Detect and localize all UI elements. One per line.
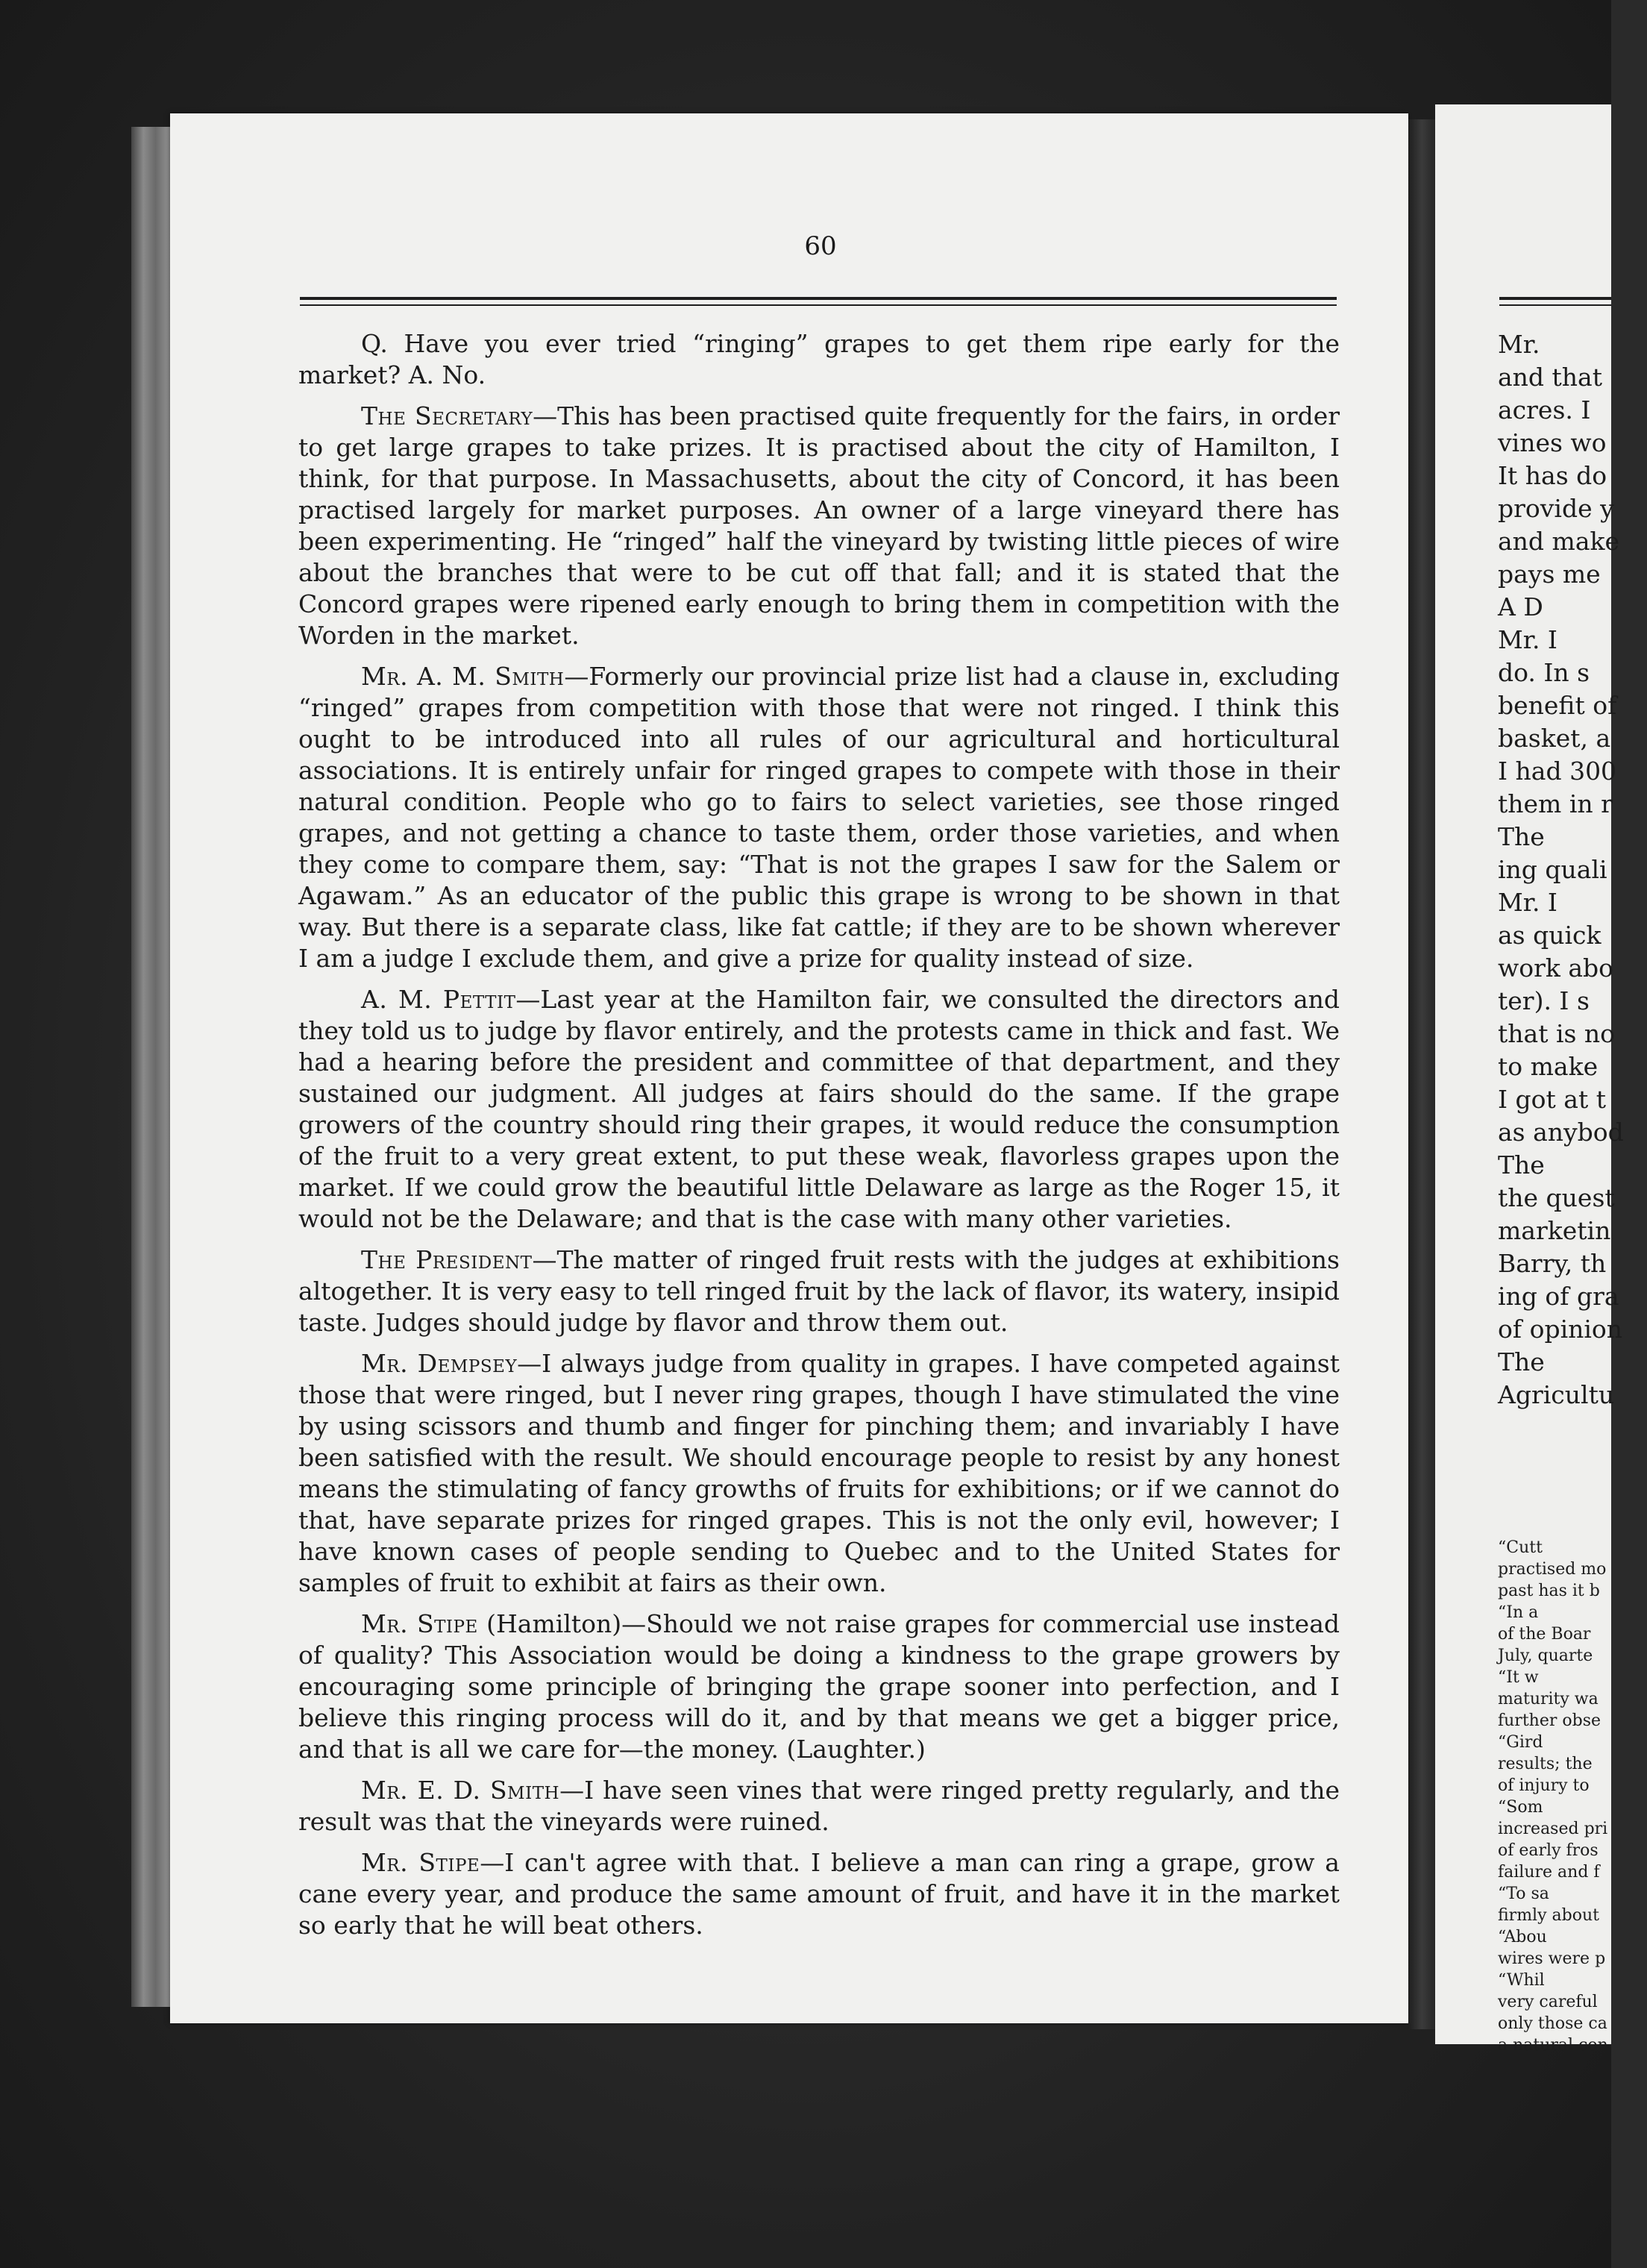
right-page-footnote-line: results; the: [1498, 1755, 1593, 1773]
right-page-line: Mr. I: [1498, 625, 1557, 654]
right-page-footnote-line: maturity wa: [1498, 1690, 1599, 1708]
right-page-line: provide y: [1498, 494, 1614, 523]
right-page-footnote-line: only those ca: [1498, 2014, 1607, 2033]
paragraph-text: —Last year at the Hamilton fair, we consulted the directors and they told us to judge by flavor entirely, and the protests came in thick and fast. We had a hearing before the president and committee of that department, and they sustained our judgment. All judges at fairs should do the same. If the grape growers of the country should ring their grapes, it would reduce the consumption of the fruit to a very great extent, to put these weak, flavorless grapes upon the market. If we could grow the beautiful little Delaware as large as the Roger 15, it would not be the Delaware; and that is the case with many other varieties.: [298, 985, 1340, 1233]
right-page: [1435, 104, 1624, 2055]
right-page-footnote-line: “To sa: [1498, 1885, 1549, 1903]
right-page-footnote-line: past has it b: [1498, 1582, 1600, 1600]
right-page-line: It has do: [1498, 461, 1607, 490]
right-header-rule-thick: [1499, 297, 1611, 300]
right-page-footnote-line: “It w: [1498, 1668, 1539, 1687]
right-page-footnote-line: of the Boar: [1498, 1625, 1591, 1644]
right-page-line: as quick: [1498, 921, 1601, 950]
right-page-footnote-line: “Cutt: [1498, 1538, 1543, 1557]
right-page-line: and that: [1498, 363, 1602, 392]
paragraph: [298, 1348, 1340, 1599]
right-page-line: The: [1498, 822, 1545, 851]
paragraph-text: —Formerly our provincial prize list had a clause in, excluding “ringed” grapes from competition with those that were not ringed. I think this ought to be introduced into all rules of our agricultural and horticultural associations. It is entirely unfair for ringed grapes to compete with those in their natural condition. People who go to fairs to select varieties, see those ringed grapes, and not getting a chance to taste them, order those varieties, and when they come to compare them, say: “That is not the grapes I saw for the Salem or Agawam.” As an educator of the public this grape is wrong to be shown in that way. But there is a separate class, like fat cattle; if they are to be shown wherever I am a judge I exclude them, and give a prize for quality instead of size.: [298, 662, 1340, 973]
right-page-line: I had 300: [1498, 756, 1617, 786]
right-page-line: Mr.: [1498, 330, 1540, 359]
right-page-footnote-line: firmly about: [1498, 1906, 1599, 1925]
paragraph-text: (Hamilton)—Should we not raise grapes for commercial use instead of quality? This Association would be doing a kindness to the grape growers by encouraging some principle of bringing the grape sooner into perfection, and I believe this ringing process will do it, and by that means we get a bigger price, and that is all we care for—the money. (Laughter.): [298, 1609, 1340, 1764]
right-page-line: the quest: [1498, 1183, 1615, 1212]
paragraph-text: —I can't agree with that. I believe a man can ring a grape, grow a cane every year, and produce the same amount of fruit, and have it in the market so early that he will beat others.: [298, 1848, 1340, 1940]
book-gutter: [1408, 119, 1435, 2029]
right-page-line: of opinion: [1498, 1315, 1623, 1344]
right-page-line: Barry, th: [1498, 1249, 1607, 1278]
right-page-line: pays me: [1498, 560, 1601, 589]
header-rule-thick: [300, 297, 1337, 300]
speaker-name: Mr. E. D. Smith: [361, 1776, 560, 1805]
right-page-line: do. In s: [1498, 658, 1590, 687]
right-page-line: work abo: [1498, 953, 1614, 983]
paragraph: [298, 1244, 1340, 1338]
paragraph-text: —This has been practised quite frequently for the fairs, in order to get large grapes to take prizes. It is practised about the city of Hamilton, I think, for that purpose. In Massachusetts, about the city of Concord, it has been practised largely for market purposes. An owner of a large vineyard there has been experimenting. He “ringed” half the vineyard by twisting little pieces of wire about the branches that were to be cut off that fall; and it is stated that the Concord grapes were ripened early enough to bring them in competition with the Worden in the market.: [298, 401, 1340, 650]
page-stack-edge: [131, 127, 172, 2007]
paragraph: [298, 401, 1340, 651]
right-page-line: that is no: [1498, 1019, 1616, 1048]
header-rule-thin: [300, 304, 1337, 306]
right-page-footnote-line: “In a: [1498, 1603, 1539, 1622]
right-page-line: ter). I s: [1498, 986, 1590, 1015]
right-page-footnote-line: wires were p: [1498, 1949, 1606, 1968]
right-page-line: Agricultu: [1498, 1380, 1615, 1409]
paragraph: [298, 328, 1340, 391]
right-page-footnote-line: further obse: [1498, 1711, 1601, 1730]
right-page-footnote-line: very careful: [1498, 1993, 1598, 2011]
right-header-rule-thin: [1499, 304, 1611, 306]
right-page-footnote-line: July, quarte: [1498, 1647, 1593, 1665]
right-page-footnote-line: failure and f: [1498, 1863, 1600, 1882]
paragraph: [298, 1847, 1340, 1941]
right-page-footnote-line: of early fros: [1498, 1841, 1599, 1860]
right-page-line: ing quali: [1498, 855, 1607, 884]
paragraph-text: —I always judge from quality in grapes. I have competed against those that were ringed, but I never ring grapes, though I have stimulated the vine by using scissors and thumb and finger for pinching them; and invariably I have been satisfied with the result. We should encourage people to resist by any honest means the stimulating of fancy growths of fruits for exhibitions; or if we cannot do that, have separate prizes for ringed grapes. This is not the only evil, however; I have known cases of people sending to Quebec and to the United States for samples of fruit to exhibit at fairs as their own.: [298, 1349, 1340, 1597]
right-page-footnote-line: “Som: [1498, 1798, 1543, 1817]
right-page-line: The: [1498, 1150, 1545, 1180]
right-page-line: Mr. I: [1498, 888, 1557, 917]
paragraph-text: —I have seen vines that were ringed pretty regularly, and the result was that the vineyards were ruined.: [298, 1776, 1340, 1836]
speaker-name: The President: [361, 1245, 533, 1274]
right-page-text: [1498, 328, 1647, 1412]
speaker-name: Mr. A. M. Smith: [361, 662, 565, 691]
speaker-name: Mr. Stipe: [361, 1609, 478, 1638]
right-page-footnote-line: of injury to: [1498, 1776, 1590, 1795]
speaker-name: Mr. Dempsey: [361, 1349, 518, 1378]
paragraph-text: —The matter of ringed fruit rests with the judges at exhibitions altogether. It is very easy to tell ringed fruit by the lack of flavor, its watery, insipid taste. Judges should judge by flavor and throw them out.: [298, 1245, 1340, 1337]
right-page-line: to make: [1498, 1052, 1599, 1081]
speaker-name: A. M. Pettit: [361, 985, 516, 1014]
right-page-line: vines wo: [1498, 428, 1607, 457]
right-page-line: benefit of: [1498, 691, 1617, 720]
right-page-footnote-line: “Whil: [1498, 1971, 1545, 1990]
right-page-footnote-line: “Abou: [1498, 1928, 1547, 1946]
paragraph-text: Q. Have you ever tried “ringing” grapes to get them ripe early for the market? A. No.: [298, 329, 1340, 389]
right-page-line: The: [1498, 1347, 1545, 1376]
right-page-line: and make: [1498, 527, 1620, 556]
paragraph: [298, 1775, 1340, 1838]
right-page-line: as anybod: [1498, 1118, 1624, 1147]
right-page-footnote-line: practised mo: [1498, 1560, 1607, 1579]
page-number: 60: [804, 231, 837, 261]
right-page-line: acres. I: [1498, 395, 1591, 425]
paragraph: [298, 984, 1340, 1235]
right-page-line: marketin: [1498, 1216, 1611, 1245]
right-page-line: I got at t: [1498, 1085, 1606, 1114]
paragraph: [298, 1608, 1340, 1765]
right-page-line: basket, a: [1498, 724, 1611, 753]
paragraph: [298, 661, 1340, 974]
right-page-footnote-line: increased pri: [1498, 1820, 1608, 1838]
speaker-name: Mr. Stipe: [361, 1848, 480, 1877]
body-text: [298, 328, 1340, 1951]
right-page-footnotes: [1498, 1537, 1647, 2056]
right-page-footnote-line: a natural con: [1498, 2036, 1608, 2055]
right-page-line: ing of gra: [1498, 1282, 1619, 1311]
right-page-line: them in r: [1498, 789, 1613, 818]
speaker-name: The Secretary: [361, 401, 533, 430]
right-page-line: A D: [1498, 592, 1543, 621]
right-page-footnote-line: “Gird: [1498, 1733, 1543, 1752]
